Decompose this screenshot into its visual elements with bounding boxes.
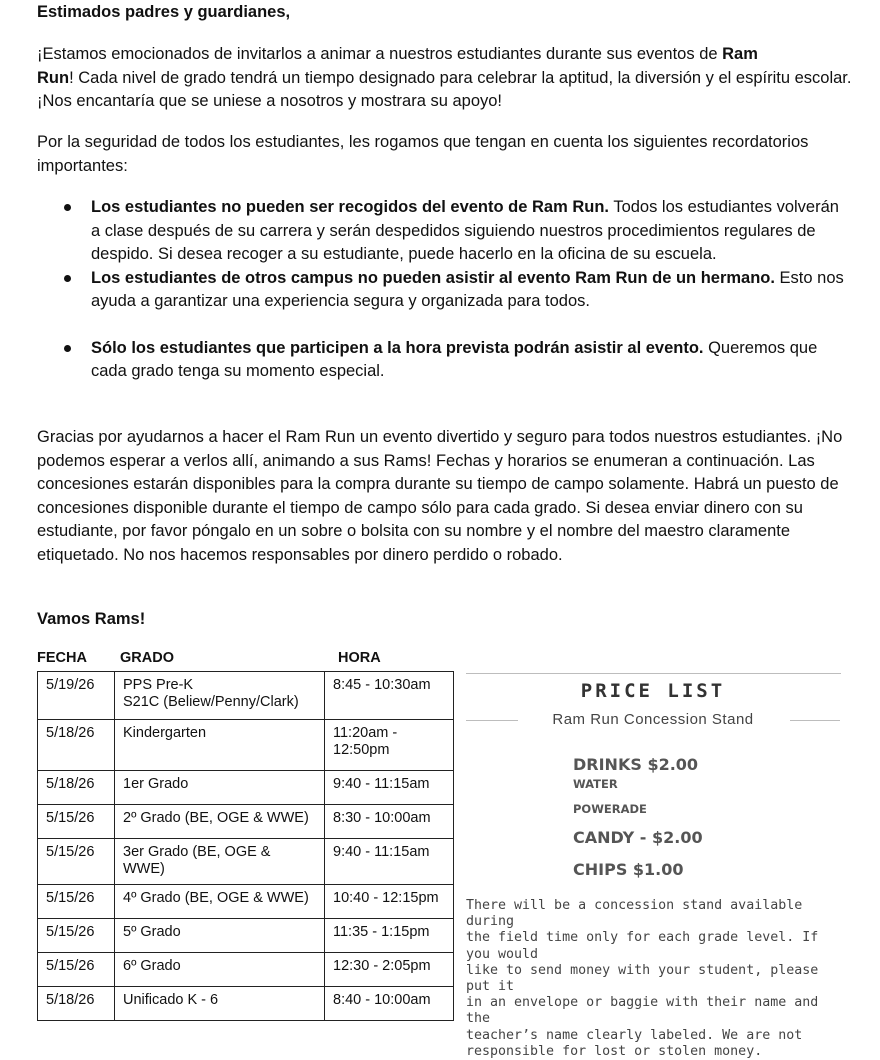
cell-fecha: 5/15/26 [38,885,115,919]
list-item: Los estudiantes de otros campus no pueden asistir al evento Ram Run de un hermano. Esto nos ayuda a garantizar una experiencia segura y organizada para todos. [37,267,847,314]
table-row [38,885,454,919]
cell-fecha: 5/18/26 [38,987,115,1021]
price-list-title: PRICE LIST [580,680,726,702]
candy-price: CANDY - $2.00 [573,828,703,847]
table-row [38,672,454,720]
schedule-table [37,671,454,1021]
bullet-icon [64,345,71,352]
cell-fecha: 5/15/26 [38,953,115,987]
cell-grado: 5º Grado [115,919,325,953]
cell-grado: 4º Grado (BE, OGE & WWE) [115,885,325,919]
header-hora: HORA [338,650,381,666]
water-item: WATER [573,777,618,791]
cell-hora: 8:30 - 10:00am [325,805,454,839]
cell-fecha: 5/15/26 [38,805,115,839]
cell-hora: 11:20am - 12:50pm [325,720,454,771]
cell-fecha: 5/15/26 [38,919,115,953]
table-row [38,720,454,771]
drinks-price: DRINKS $2.00 [573,755,699,774]
powerade-item: POWERADE [573,802,647,816]
cell-hora: 8:45 - 10:30am [325,672,454,720]
bullet-icon [64,204,71,211]
bullet-icon [64,275,71,282]
cell-hora: 10:40 - 12:15pm [325,885,454,919]
cell-grado: Unificado K - 6 [115,987,325,1021]
concession-note: There will be a concession stand available during the field time only for each grade level. If you would like to send money with your student, please put it in an envelope or baggie with their name and the teacher’s name clearly labeled. We are not responsible for lost or stolen money. [466,898,819,1059]
list-item: Los estudiantes no pueden ser recogidos del evento de Ram Run. Todos los estudiantes volverán a clase después de su carrera y serán despedidos siguiendo nuestros procedimientos regulares de despido. Si desea recoger a su estudiante, puede hacerlo en la oficina de su escuela. [37,196,847,267]
cell-fecha: 5/19/26 [38,672,115,720]
cell-grado: PPS Pre-K S21C (Beliew/Penny/Clark) [115,672,325,720]
cell-grado: Kindergarten [115,720,325,771]
cell-fecha: 5/15/26 [38,839,115,885]
table-row [38,987,454,1021]
list-item: Sólo los estudiantes que participen a la hora prevista podrán asistir al evento. Queremos que cada grado tenga su momento especial. [37,337,847,384]
cell-hora: 8:40 - 10:00am [325,987,454,1021]
price-list-subtitle: Ram Run Concession Stand [552,711,754,728]
right-divider [790,720,840,721]
safety-paragraph: Por la seguridad de todos los estudiantes, les rogamos que tengan en cuenta los siguientes recordatorios importantes: [37,133,809,175]
cell-grado: 3er Grado (BE, OGE & WWE) [115,839,325,885]
intro-paragraph: ¡Estamos emocionados de invitarlos a animar a nuestros estudiantes durante sus eventos de Ram Run! Cada nivel de grado tendrá un tiempo designado para celebrar la aptitud, la diversión y el espíritu escolar. ¡Nos encantaría que se uniese a nosotros y mostrara su apoyo! [37,45,852,110]
table-row [38,953,454,987]
top-divider [466,673,841,674]
cell-fecha: 5/18/26 [38,771,115,805]
cell-fecha: 5/18/26 [38,720,115,771]
cell-grado: 2º Grado (BE, OGE & WWE) [115,805,325,839]
chips-price: CHIPS $1.00 [573,860,684,879]
cell-grado: 6º Grado [115,953,325,987]
header-grado: GRADO [120,650,174,666]
thanks-paragraph: Gracias por ayudarnos a hacer el Ram Run un evento divertido y seguro para todos nuestros estudiantes. ¡No podemos esperar a verlos allí, animando a sus Rams! Fechas y horarios se enumeran a continuación. Las concesiones estarán disponibles para la compra durante su tiempo de campo solamente. Habrá un puesto de concesiones disponible durante el tiempo de campo sólo para cada grado. Si desea enviar dinero con su estudiante, por favor póngalo en un sobre o bolsita con su nombre y el nombre del maestro claramente etiquetado. No nos hacemos responsables por dinero perdido o robado. [37,428,843,564]
cell-hora: 11:35 - 1:15pm [325,919,454,953]
table-row [38,919,454,953]
table-row [38,771,454,805]
closing: Vamos Rams! [37,610,146,628]
cell-hora: 9:40 - 11:15am [325,839,454,885]
cell-hora: 9:40 - 11:15am [325,771,454,805]
table-row [38,839,454,885]
cell-grado: 1er Grado [115,771,325,805]
greeting: Estimados padres y guardianes, [37,3,291,21]
reminders-list [37,196,847,384]
header-fecha: FECHA [37,650,87,666]
table-row [38,805,454,839]
cell-hora: 12:30 - 2:05pm [325,953,454,987]
